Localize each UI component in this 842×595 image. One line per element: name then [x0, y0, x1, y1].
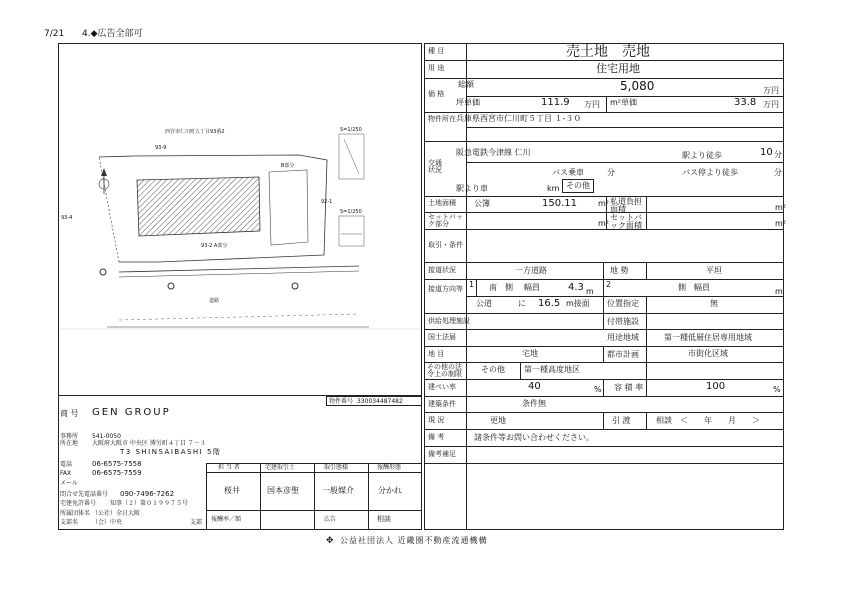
staff-value: 桜井: [224, 486, 240, 495]
parcel-label: 92-1: [321, 199, 333, 205]
map-title: 西宮市仁川町五丁目93番2: [165, 129, 225, 135]
total-label: 総額: [458, 80, 474, 89]
map-panel: [58, 43, 422, 396]
fax-value: 06-6575-7559: [92, 469, 142, 477]
scale-label: S=1/250: [340, 127, 362, 133]
far-label: 容 積 率: [614, 383, 644, 392]
city-plan-label: 国土法届: [428, 333, 456, 341]
other-law-label: その他の法令上の制限: [427, 363, 462, 378]
frontage-unit: m接面: [566, 299, 590, 308]
footer-org: 公益社団法人 近畿圏不動産流通機構: [340, 536, 488, 545]
remarks-value: 諸条件等お問い合わせください。: [474, 433, 594, 442]
bus-unit: 分: [607, 168, 615, 177]
land-type: 公簿: [474, 199, 490, 208]
access-label: 接道状況: [428, 266, 456, 274]
staff-header: 担 当 者: [218, 464, 240, 471]
far-value: 100: [706, 381, 726, 392]
m2-unit: 万円: [763, 100, 779, 109]
fax-label: FAX: [60, 470, 72, 477]
license-value: 知事（２）第０１９９７５号: [110, 500, 189, 507]
build-cond-value: 条件無: [522, 399, 546, 408]
bus-stop-label: バス停より徒歩: [682, 168, 738, 177]
parcel-label: 93-2 A部分: [201, 243, 228, 249]
header-code: 4.◆広告全部可: [82, 29, 143, 39]
staff-header: 報酬形態: [377, 464, 402, 471]
property-use: 住宅用地: [596, 62, 640, 75]
header-date: 7/21: [44, 29, 65, 39]
total-unit: 万円: [763, 86, 779, 95]
branch-value: （会）中央: [92, 519, 123, 526]
license-label: 宅建免許番号: [60, 500, 97, 507]
site-map: [59, 44, 421, 395]
parcel-label: 93-4: [61, 215, 73, 221]
setback-area-label: セットバック面積: [610, 213, 642, 230]
location-label: 物件所在: [428, 115, 456, 123]
tsubo-label: 坪単価: [456, 98, 480, 107]
road2-side: 側: [678, 283, 686, 292]
bcr-unit: %: [594, 385, 602, 394]
assoc-value: （公社）全日大阪: [92, 510, 141, 517]
road1-width: 4.3: [568, 282, 584, 293]
trade-name: GEN GROUP: [92, 407, 171, 418]
handover-label: 引 渡: [612, 416, 631, 425]
ad-label: 広告: [324, 516, 337, 523]
remarks2-label: 備考補足: [428, 450, 456, 458]
other-law-b: 第一種高度地区: [524, 365, 580, 374]
chimoku-label: 地 目: [428, 350, 445, 358]
designation-label: 位置指定: [607, 299, 639, 308]
parcel-label: B部分: [281, 163, 295, 169]
land-unit: m²: [598, 199, 609, 208]
property-location: 兵庫県西宮市仁川町５丁目 １-３０: [456, 114, 582, 123]
property-type: 売土地 売地: [566, 44, 650, 60]
office-label: 事務所: [60, 433, 79, 440]
walk-unit: 分: [774, 150, 782, 159]
address-line2: T3 SHINSAIBASHI 5階: [120, 448, 222, 456]
tsubo-price: 111.9: [541, 97, 570, 108]
setback-area-unit: m²: [775, 219, 786, 228]
total-price: 5,080: [620, 79, 655, 93]
staff-header: 取引態様: [324, 464, 349, 471]
price-label: 価 格: [428, 90, 445, 98]
address-line1: 大阪府大阪市 中央区 博労町４丁目 ７－３: [92, 440, 206, 447]
private-road-unit: m²: [775, 203, 786, 212]
trade-label: 商 号: [60, 409, 79, 418]
contact-label: 問合せ先電話番号: [60, 491, 109, 498]
direction-label: 接道方向等: [428, 285, 463, 293]
status-label: 現 況: [428, 416, 445, 424]
road-label: 道路: [209, 298, 220, 304]
road1-width-label: 幅員: [524, 283, 540, 292]
setback-unit: m²: [598, 219, 609, 228]
type-label: 種 目: [428, 47, 445, 55]
remarks-label: 備 考: [428, 433, 445, 441]
walk-minutes: 10: [760, 147, 773, 158]
parcel-label: 93-9: [155, 145, 167, 151]
access-value: 一方道路: [515, 266, 547, 275]
road1-direction: 南: [489, 283, 497, 292]
tel-label: 電話: [60, 461, 73, 468]
bcr-label: 建ぺい率: [428, 383, 456, 391]
conditions-label: 取引・条件: [428, 241, 463, 249]
car-label: 駅より車: [456, 184, 488, 193]
road1-no: 1: [469, 280, 475, 289]
contact-tel: 090-7496-7262: [120, 490, 175, 498]
fee-rate-label: 報酬率／額: [211, 516, 242, 523]
staff-value: 一般媒介: [322, 486, 354, 495]
zoning-label: 用途地域: [607, 333, 639, 342]
zip: 541-0050: [92, 433, 121, 440]
mail-label: メール: [60, 480, 78, 487]
far-unit: %: [773, 385, 781, 394]
transport-label: 交通状況: [428, 159, 442, 174]
build-cond-label: 建築条件: [428, 400, 456, 408]
scale-label: S=1/250: [340, 209, 362, 215]
building-footprint: [137, 177, 260, 236]
walk-label: 駅より徒歩: [682, 151, 722, 160]
frontage-label: に: [518, 299, 526, 308]
staff-header: 宅建取引士: [265, 464, 296, 471]
reg-no-value: 330034487482: [357, 398, 403, 405]
train-line: 阪急電鉄今津線 仁川: [456, 148, 531, 157]
zoning-value: 第一種低層住居専用地域: [664, 333, 752, 342]
reg-no-label: 物件番号: [329, 398, 354, 405]
tel-value: 06-6575-7558: [92, 460, 142, 468]
urban-value: 市街化区域: [688, 349, 728, 358]
use-label: 用 途: [428, 64, 445, 72]
footer-logo-icon: ✥: [326, 536, 334, 546]
bus-label: バス乗車: [552, 168, 584, 177]
road2-width-label: 幅員: [694, 283, 710, 292]
utility-label: 供給処理施設: [428, 317, 470, 325]
terrain-value: 平坦: [706, 266, 722, 275]
private-road-label: 私道負担面積: [610, 197, 642, 214]
terrain-label: 地 勢: [610, 266, 629, 275]
car-unit: km: [547, 184, 560, 193]
setback-label: セットバック部分: [428, 213, 463, 228]
designation-value: 無: [710, 299, 718, 308]
road1-side: 側: [505, 283, 513, 292]
chimoku-value: 宅地: [522, 349, 538, 358]
road2-unit: m: [775, 287, 783, 296]
road1-unit: m: [586, 287, 594, 296]
m2-label: m²単価: [610, 98, 637, 107]
tsubo-unit: 万円: [584, 100, 600, 109]
branch-label: 支部名: [60, 519, 79, 526]
status-value: 更地: [490, 416, 506, 425]
land-area-label: 土地面積: [428, 199, 456, 207]
bus-stop-unit: 分: [774, 168, 782, 177]
handover-value: 相談 ＜ 年 月 ＞: [656, 416, 760, 425]
bcr-value: 40: [528, 381, 541, 392]
assoc-label: 所属団体名: [60, 510, 91, 517]
frontage-value: 16.5: [538, 298, 561, 309]
addr-label: 所在地: [60, 440, 79, 447]
m2-price: 33.8: [734, 97, 757, 108]
urban-label: 都市計画: [607, 350, 639, 359]
other-law-a: その他: [481, 365, 505, 374]
land-area: 150.11: [542, 198, 577, 209]
ad-value: 相談: [377, 515, 391, 523]
staff-value: 分かれ: [378, 486, 402, 495]
public-road-label: 公道: [476, 299, 492, 308]
road2-no: 2: [606, 280, 612, 289]
branch-suffix: 支部: [190, 519, 203, 526]
staff-value: 国本彦聖: [267, 486, 299, 495]
extra-facility-label: 付帯施設: [607, 317, 639, 326]
other-transport-label: その他: [566, 181, 590, 190]
